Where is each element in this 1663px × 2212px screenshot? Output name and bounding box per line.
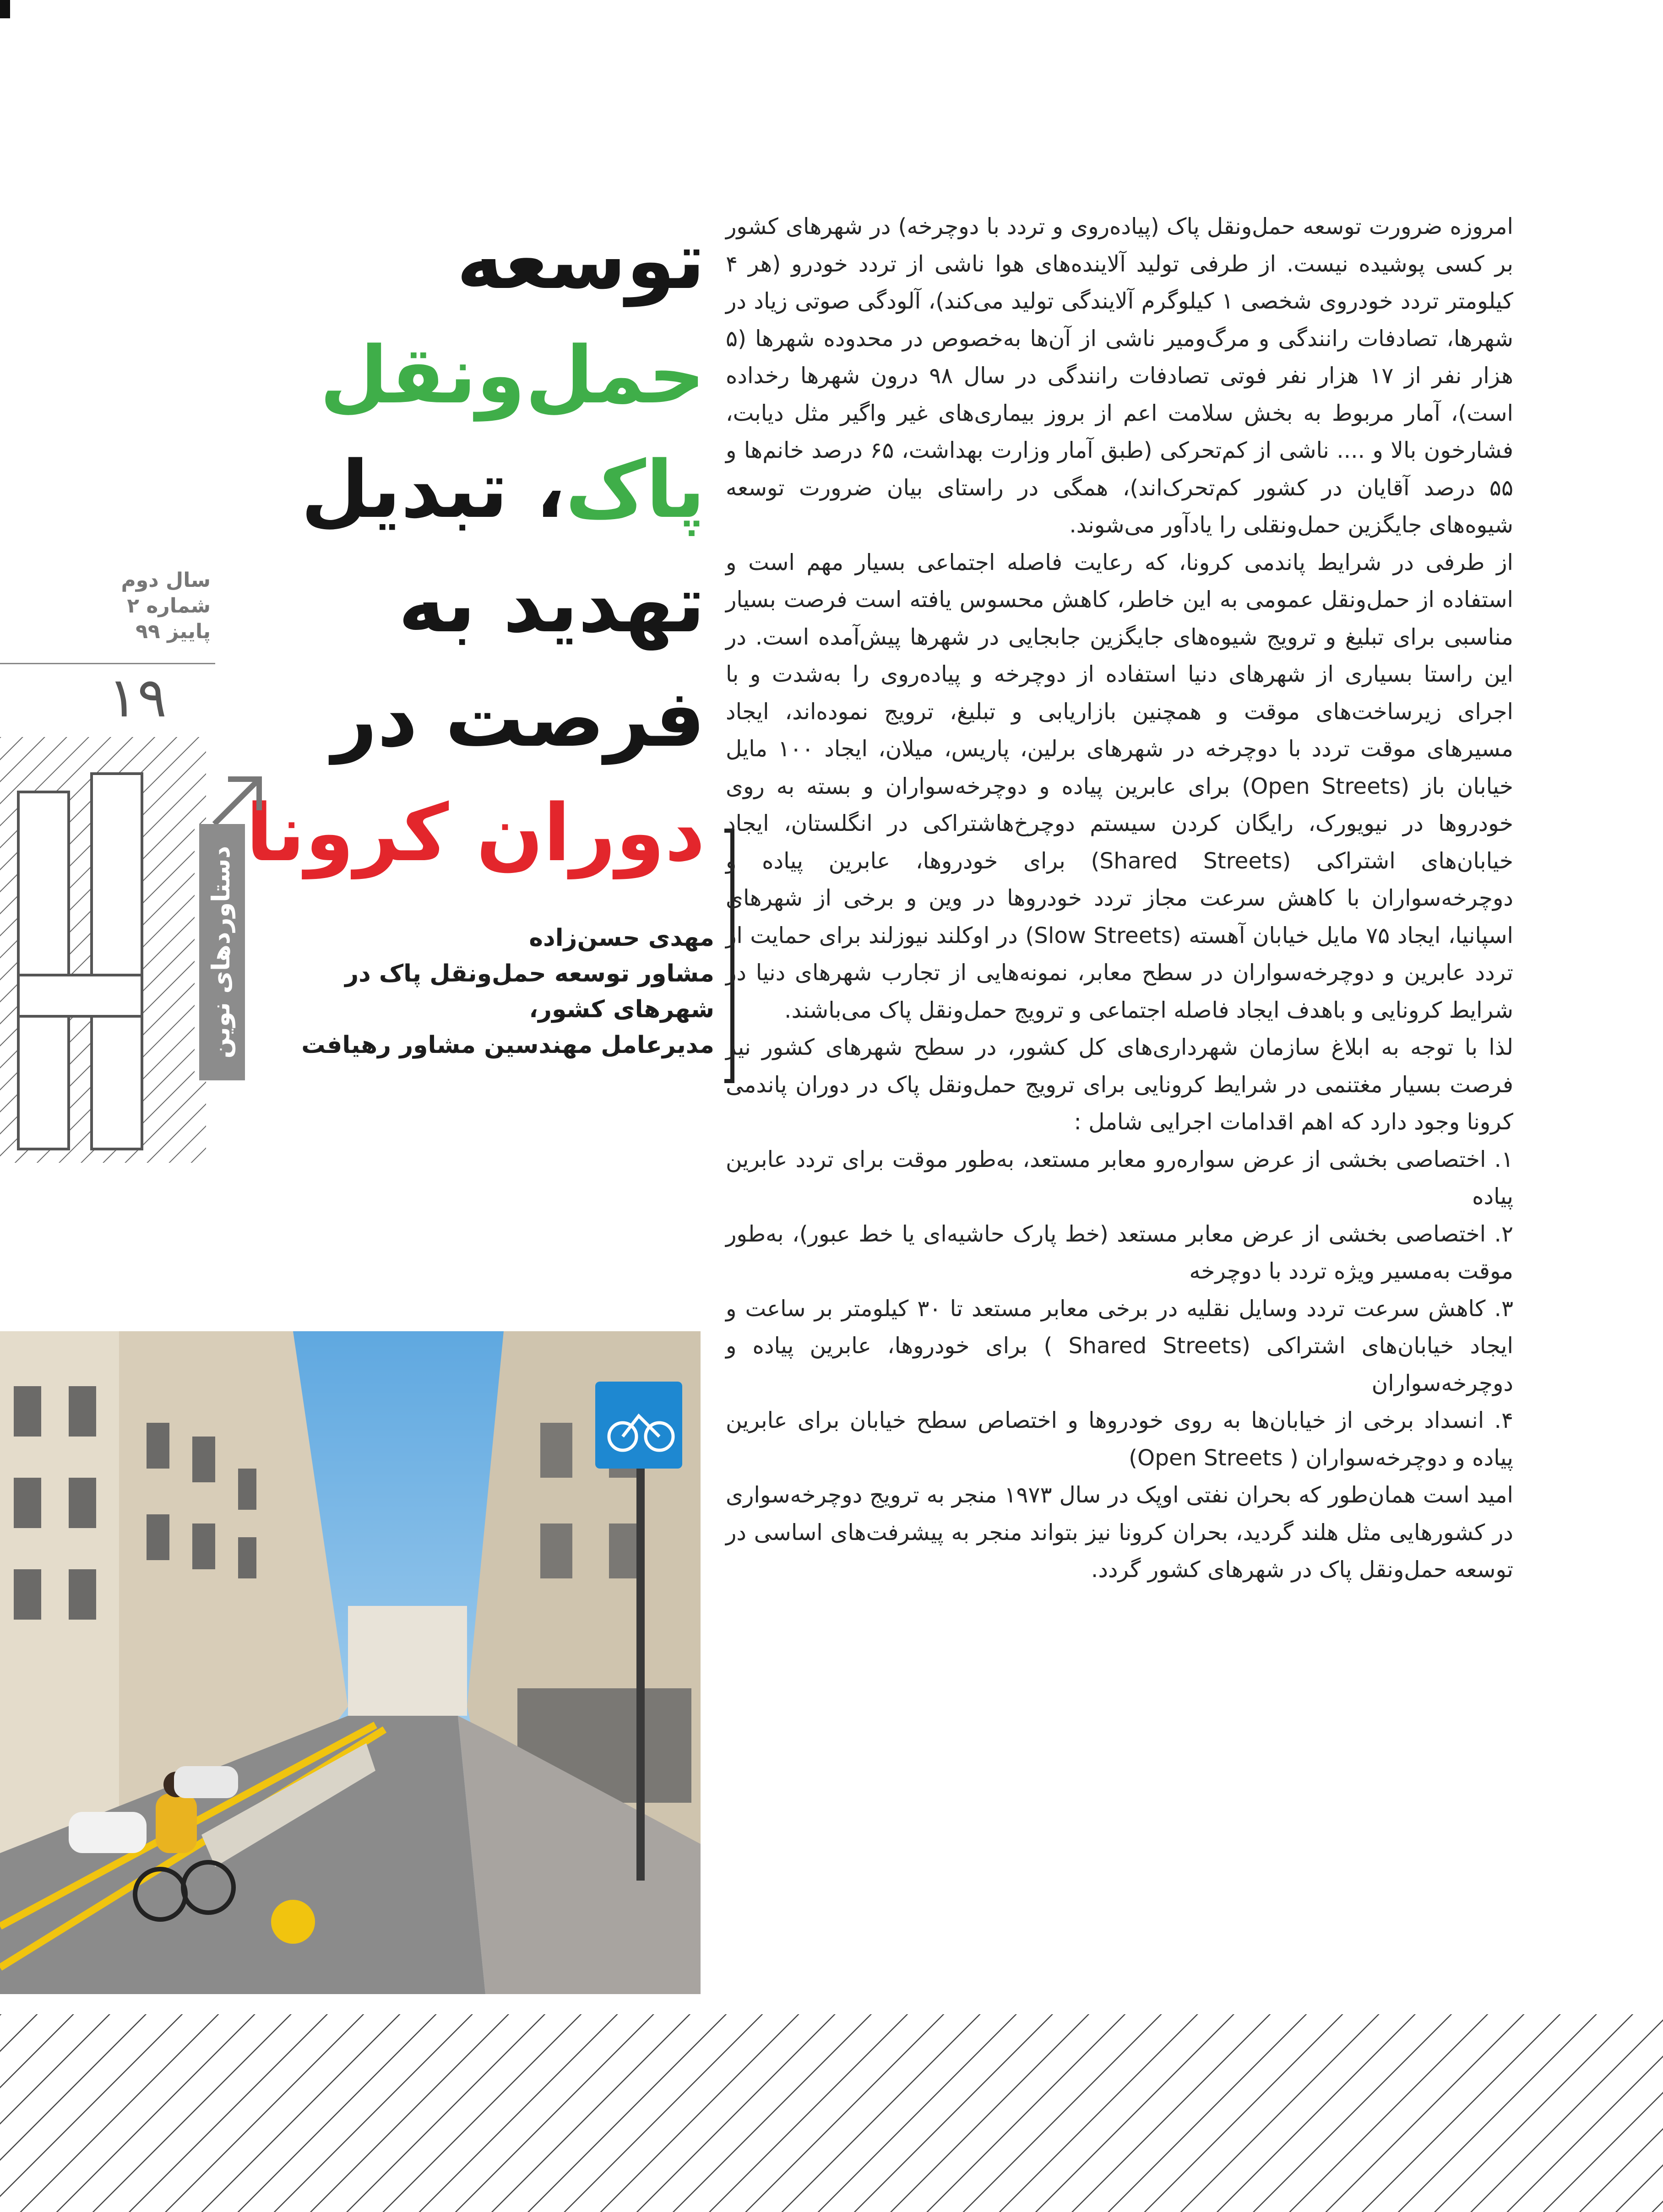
section-label: دستاوردهای نوین bbox=[199, 824, 245, 1080]
section-label-tab bbox=[195, 824, 240, 1080]
corner-mark bbox=[0, 0, 10, 18]
author-name: مهدی حسن‌زاده bbox=[529, 924, 714, 952]
paragraph-2: از طرفی در شرایط پاندمی کرونا، که رعایت فاصله اجتماعی بسیار مهم است و استفاده از حمل‌ونقل عمومی به این خاطر، کاهش محسوس یافته است فرصت بسیار مناسبی برای تبلیغ و ترویج شیوه‌های جایگزین جابجایی در شهرها پیش‌آمده است. در این راستا بسیاری از شهرهای دنیا استفاده از دوچرخه و پیاده‌روی را به‌شدت و با اجرای زیرساخت‌های موقت و همچنین بازاریابی و تبلیغ، ترویج نموده‌اند، ایجاد مسیرهای موقت تردد با دوچرخه در شهرهای برلین، پاریس، میلان، ایجاد ۱۰۰ مایل خیابان باز (Open Streets) برای عابرین پیاده و دوچرخه‌سواران و بسته به روی خودروها در نیویورک، رایگان کردن سیستم دوچرخ‌هاشتراکی در انگلستان، ایجاد خیابان‌های اشتراکی (Shared Streets) برای خودروها، عابرین پیاده و دوچرخه‌سواران با کاهش سرعت مجاز تردد خودروها در وین و برخی از شهرهای اسپانیا، ایجاد ۷۵ مایل خیابان آهسته (Slow Streets) در اوکلند نیوزلند برای حمایت از تردد عابرین و دوچرخه‌سواران در سطح معابر، نمونه‌هایی از تجارب شهرهای دنیا در شرایط کرونایی و باهدف ایجاد فاصله اجتماعی و ترویج حمل‌ونقل پاک می‌باشند. bbox=[726, 549, 1513, 1023]
author-role-3: مدیرعامل مهندسین مشاور رهیافت bbox=[301, 1031, 714, 1059]
author-role-1: مشاور توسعه حمل‌ونقل پاک در bbox=[345, 960, 714, 987]
bottom-stripes bbox=[0, 2014, 1663, 2212]
title-line-1: توسعه bbox=[457, 215, 705, 307]
list-item-4: ۴. انسداد برخی از خیابان‌ها به روی خودروها و اختصاص سطح خیابان برای عابرین پیاده و دوچرخه‌سواران ( Open Streets) bbox=[726, 1408, 1513, 1471]
article-title bbox=[246, 204, 705, 890]
author-role-2: شهرهای کشور، bbox=[529, 996, 714, 1023]
street-bike-lane-photo bbox=[0, 1331, 701, 1994]
author-block bbox=[275, 920, 714, 1063]
issue-info bbox=[69, 568, 211, 645]
list-item-3: ۳. کاهش سرعت تردد وسایل نقلیه در برخی معابر مستعد تا ۳۰ کیلومتر بر ساعت و ایجاد خیابان‌های اشتراکی (Shared Streets ) برای خودروها، عابرین پیاده و دوچرخه‌سواران bbox=[726, 1296, 1513, 1396]
title-line-4: تهدید به bbox=[398, 558, 705, 650]
sidebar-stripes bbox=[0, 737, 206, 1163]
arrow-up-right-icon bbox=[205, 769, 269, 833]
title-line-2: حمل‌ونقل bbox=[320, 329, 705, 421]
article-body bbox=[726, 208, 1513, 1589]
list-item-2: ۲. اختصاصی بخشی از عرض معابر مستعد (خط پارک حاشیه‌ای یا خط عبور)، به‌طور موقت به‌مسیر ویژه تردد با دوچرخه bbox=[726, 1221, 1513, 1284]
list-item-1: ۱. اختصاصی بخشی از عرض سواره‌رو معابر مستعد، به‌طور موقت برای تردد عابرین پیاده bbox=[726, 1146, 1513, 1209]
title-line-3 bbox=[275, 433, 705, 547]
issue-number: شماره ۲ bbox=[127, 594, 211, 618]
title-line-3-dark: ، تبدیل bbox=[301, 444, 565, 536]
issue-season: پاییز ۹۹ bbox=[136, 620, 211, 643]
paragraph-3: لذا با توجه به ابلاغ سازمان شهرداری‌های کل کشور، در سطح شهرهای کشور نیز فرصت بسیار مغتنمی در شرایط کرونایی برای ترویج حمل‌ونقل پاک در دوران پاندمی کرونا وجود دارد که اهم اقدامات اجرایی شامل : bbox=[726, 1035, 1513, 1135]
paragraph-1: امروزه ضرورت توسعه حمل‌ونقل پاک (پیاده‌روی و تردد با دوچرخه) در شهرهای کشور بر کسی پوشیده نیست. از طرفی تولید آلاینده‌های هوا ناشی از تردد خودرو (هر ۴ کیلومتر تردد خودروی شخصی ۱ کیلوگرم آلایندگی تولید می‌کند)، آلودگی صوتی زیاد در شهرها، تصادفات رانندگی و مرگ‌ومیر ناشی از آن‌ها به‌خصوص در محدوده شهرها (۵ هزار نفر از ۱۷ هزار نفر فوتی تصادفات رانندگی در سال ۹۸ درون شهرها رخداده است)، آمار مربوط به بخش سلامت اعم از بروز بیماری‌های غیر واگیر مثل دیابت، فشارخون بالا و .... ناشی از کم‌تحرکی (طبق آمار وزارت بهداشت، ۶۵ درصد خانم‌ها و ۵۵ درصد آقایان در کشور کم‌تحرک‌اند)، همگی در راستای بیان ضرورت توسعه شیوه‌های جایگزین حمل‌ونقلی را یادآور می‌شوند. bbox=[726, 214, 1514, 538]
title-line-6: دوران کرونا bbox=[246, 787, 705, 879]
title-line-5: فرصت در bbox=[332, 672, 705, 764]
title-line-3-green: پاک bbox=[565, 444, 705, 536]
page-number: ۱۹ bbox=[108, 666, 167, 730]
issue-year: سال دوم bbox=[121, 569, 211, 592]
page-divider bbox=[0, 663, 215, 664]
paragraph-4: امید است همان‌طور که بحران نفتی اوپک در سال ۱۹۷۳ منجر به ترویج دوچرخه‌سواری در کشورهایی مثل هلند گردید، بحران کرونا نیز بتواند منجر به پیشرفت‌های اساسی در توسعه حمل‌ونقل پاک در شهرهای کشور گردد. bbox=[726, 1482, 1513, 1583]
